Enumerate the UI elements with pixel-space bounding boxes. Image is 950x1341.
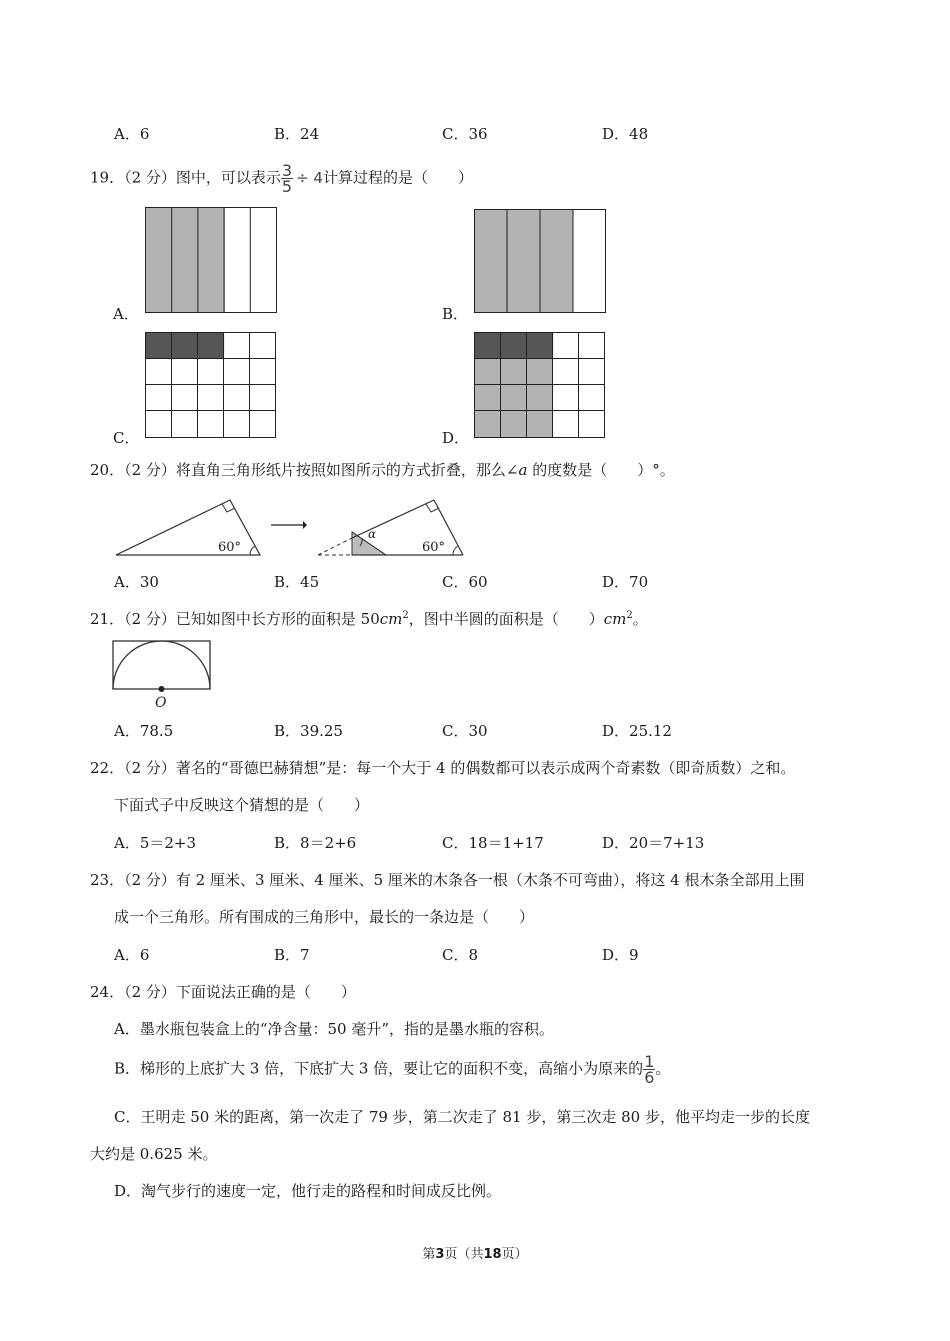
q18-option-c: C．36 xyxy=(442,125,488,143)
q21-unit-exp-2: 2 xyxy=(626,610,633,621)
q19-figure-b xyxy=(474,209,606,313)
q24-option-b-end: 。 xyxy=(655,1059,671,1078)
page-footer xyxy=(0,1243,950,1262)
footer-total-pages: 18 xyxy=(483,1247,502,1262)
q19-label-b: B． xyxy=(442,305,469,323)
footer-prefix: 第 xyxy=(422,1247,436,1262)
q21-option-d: D．25.12 xyxy=(602,722,672,740)
q18-option-a: A．6 xyxy=(114,125,150,143)
q19-stem-suffix: 计算过程的是（ ） xyxy=(322,168,473,187)
q24-option-a: A．墨水瓶包装盒上的“净含量：50 毫升”，指的是墨水瓶的容积。 xyxy=(114,1020,555,1038)
q20-stem-suffix: 的度数是（ ）°。 xyxy=(527,461,675,479)
arrow-right-icon xyxy=(271,520,307,530)
q21-stem-mid: ，图中半圆的面积是（ ） xyxy=(408,610,604,628)
q21-stem xyxy=(90,608,648,629)
q23-option-c: C．8 xyxy=(442,946,479,964)
q21-stem-end: 。 xyxy=(632,610,648,628)
q20-triangle-original xyxy=(116,498,261,558)
q20-option-a: A．30 xyxy=(114,573,159,591)
q19-label-a: A． xyxy=(113,305,139,323)
q23-line-1: 23．（2 分）有 2 厘米、3 厘米、4 厘米、5 厘米的木条各一根（木条不可弯曲），将这 4 根木条全部用上围 xyxy=(90,871,805,889)
q20-option-d: D．70 xyxy=(602,573,649,591)
q21-option-c: C．30 xyxy=(442,722,488,740)
q20-stem xyxy=(90,459,675,480)
q19-figure-a xyxy=(145,207,277,313)
q23-option-b: B．7 xyxy=(274,946,310,964)
q21-unit-1: cm xyxy=(379,610,403,628)
footer-page-number: 3 xyxy=(435,1247,445,1262)
q24-option-d: D．淘气步行的速度一定，他行走的路程和时间成反比例。 xyxy=(114,1182,502,1200)
q20-option-c: C．60 xyxy=(442,573,488,591)
q21-semicircle-figure xyxy=(112,640,212,712)
q24-option-b-fraction xyxy=(643,1054,655,1085)
q24-option-c-line-1: C．王明走 50 米的距离，第一次走了 79 步，第二次走了 81 步，第三次走 80 步，他平均走一步的长度 xyxy=(114,1108,810,1126)
q21-unit-exp-1: 2 xyxy=(402,610,409,621)
q19-op: ÷ 4 xyxy=(296,168,323,187)
q24-frac-num: 1 xyxy=(644,1052,655,1071)
q24-option-c-line-2: 大约是 0.625 米。 xyxy=(90,1145,218,1163)
q19-figure-c xyxy=(145,332,276,438)
q19-fraction xyxy=(281,163,293,194)
q21-option-a: A．78.5 xyxy=(114,722,174,740)
q18-option-d: D．48 xyxy=(602,125,649,143)
q23-option-a: A．6 xyxy=(114,946,150,964)
q22-option-d: D．20＝7+13 xyxy=(602,834,705,852)
q19-stem-prefix: 19．（2 分）图中，可以表示 xyxy=(90,168,281,187)
q21-option-b: B．39.25 xyxy=(274,722,343,740)
q23-option-d: D．9 xyxy=(602,946,639,964)
q22-option-c: C．18＝1+17 xyxy=(442,834,544,852)
q20-option-b: B．45 xyxy=(274,573,320,591)
q22-line-1: 22．（2 分）著名的“哥德巴赫猜想”是：每一个大于 4 的偶数都可以表示成两个奇素数（即奇质数）之和。 xyxy=(90,759,796,777)
q20-alpha-label: α xyxy=(368,527,377,541)
q20-angle-label-2: 60° xyxy=(422,540,446,555)
q22-line-2: 下面式子中反映这个猜想的是（ ） xyxy=(114,796,370,814)
q22-option-b: B．8＝2+6 xyxy=(274,834,357,852)
q24-option-b-text: B．梯形的上底扩大 3 倍，下底扩大 3 倍，要让它的面积不变，高缩小为原来的 xyxy=(114,1059,644,1078)
q24-frac-den: 6 xyxy=(644,1068,655,1087)
q19-label-d: D． xyxy=(442,429,470,447)
q23-line-2: 成一个三角形。所有围成的三角形中，最长的一条边是（ ） xyxy=(114,908,535,926)
q19-stem xyxy=(90,163,473,194)
q24-option-b xyxy=(114,1054,670,1085)
q19-label-c: C． xyxy=(113,429,140,447)
q24-stem: 24．（2 分）下面说法正确的是（ ） xyxy=(90,983,356,1001)
q21-unit-2: cm xyxy=(603,610,627,628)
q20-triangle-folded xyxy=(316,498,464,558)
q22-option-a: A．5＝2+3 xyxy=(114,834,197,852)
q19-frac-den: 5 xyxy=(281,177,293,196)
footer-mid: 页（共 xyxy=(444,1247,484,1262)
q20-angle-label-1: 60° xyxy=(218,540,242,555)
q20-stem-text: 20．（2 分）将直角三角形纸片按照如图所示的方式折叠，那么∠ xyxy=(90,461,519,479)
q20-var: a xyxy=(518,461,528,479)
footer-suffix: 页） xyxy=(501,1247,528,1262)
q19-frac-num: 3 xyxy=(281,161,293,180)
q21-stem-prefix: 21．（2 分）已知如图中长方形的面积是 50 xyxy=(90,610,380,628)
q18-option-b: B．24 xyxy=(274,125,320,143)
q21-center-label: O xyxy=(155,695,167,711)
q19-figure-d xyxy=(474,332,605,438)
